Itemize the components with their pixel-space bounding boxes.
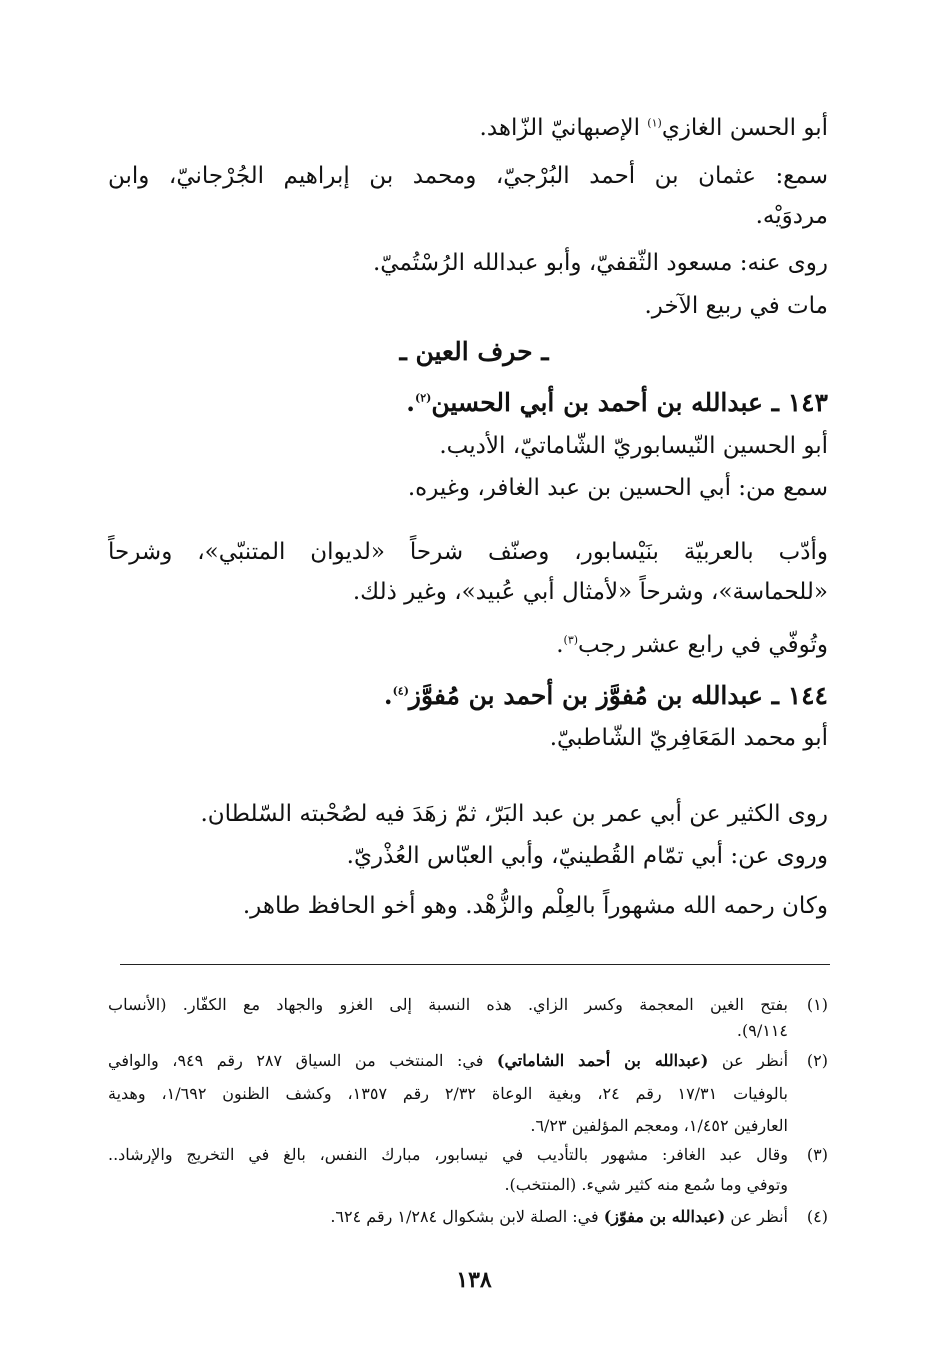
footnote-line: العارفين ١/٤٥٢، ومعجم المؤلفين ٦/٢٣. [530, 1116, 788, 1135]
footnote-line: بفتح الغين المعجمة وكسر الزاي. هذه النسبة إلى الغزو والجهاد مع الكفّار. (الأنساب [108, 995, 788, 1014]
footnote-line [108, 1048, 788, 1074]
text: وتُوفّي في رابع عشر رجب [578, 632, 828, 658]
body-line: «للحماسة»، وشرحاً «لأمثال أبي عُبيد»، وغير ذلك. [352, 579, 828, 605]
footnote-line [330, 1204, 788, 1230]
text: أنظر عن [708, 1051, 789, 1070]
cited-name: (عبدالله بن أحمد الشاماتي) [496, 1051, 709, 1070]
footnote-separator [120, 964, 830, 965]
text: في: الصلة لابن بشكوال ١/٢٨٤ رقم ٦٢٤. [330, 1207, 604, 1226]
body-line: سمع من: أبي الحسين بن عبد الغافر، وغيره. [407, 475, 828, 501]
body-line: سمع: عثمان بن أحمد البُرْجيّ، ومحمد بن إبراهيم الجُرْجانيّ، وابن [108, 163, 828, 189]
footnote-number: (٤) [806, 1207, 828, 1226]
footnote-ref[interactable]: (١) [647, 116, 662, 130]
text: . [383, 681, 393, 710]
body-line: وأدّب بالعربيّة بنَيْسابور، وصنّف شرحاً «لديوان المتنبّي»، وشرحاً [108, 539, 828, 565]
text: أبو الحسن الغازي [661, 115, 828, 141]
section-heading: ـ حرف العين ـ [399, 337, 549, 366]
body-line [556, 627, 828, 663]
cited-name: (عبدالله بن مفوّز) [603, 1207, 726, 1226]
footnote-ref[interactable]: (٢) [414, 391, 432, 405]
body-line [480, 110, 828, 146]
footnote-line: وتوفي وما سُمع منه كثير شيء. (المنتخب). [504, 1175, 788, 1194]
footnote-number: (١) [806, 995, 828, 1014]
body-line: وروى عن: أبي تمّام القُطينيّ، وأبي العبّاس العُذْريّ. [346, 843, 828, 869]
entry-heading-144 [384, 678, 828, 714]
body-line: مردوَيْه. [755, 203, 828, 229]
footnote-ref[interactable]: (٣) [563, 633, 579, 647]
body-line: أبو محمد المَعَافِريّ الشّاطبيّ. [549, 725, 828, 751]
text: . [556, 632, 564, 658]
footnote-line: ٩/١١٤). [736, 1021, 788, 1040]
footnote-number: (٢) [806, 1051, 828, 1070]
entry-heading-143 [406, 385, 828, 421]
body-line: أبو الحسين النّيسابوريّ الشّاماتيّ، الأديب. [439, 433, 828, 459]
text: . [406, 388, 415, 417]
body-line: مات في ربيع الآخر. [644, 293, 828, 319]
footnote-ref[interactable]: (٤) [392, 684, 409, 698]
footnote-line: وقال عبد الغافر: مشهور بالتأديب في نيسابور، مبارك النفس، بالغ في التخريج والإرشاد.. [108, 1145, 788, 1164]
entry-title: ١٤٤ ـ عبدالله بن مُفوَّز بن أحمد بن مُفوَّز [408, 681, 828, 710]
footnote-line: بالوفيات ١٧/٣١ رقم ٢٤، وبغية الوعاة ٢/٣٢ رقم ١٣٥٧، وكشف الظنون ١/٦٩٢، وهدية [108, 1084, 788, 1103]
page-number: ١٣٨ [456, 1267, 492, 1293]
text: الإصبهانيّ الزّاهد. [479, 115, 648, 141]
body-line: روى الكثير عن أبي عمر بن عبد البَرّ، ثمّ زهَدَ فيه لصُحْبته السّلطان. [200, 801, 828, 827]
text: في: المنتخب من السياق ٢٨٧ رقم ٩٤٩، والوافي [108, 1051, 497, 1070]
footnote-number: (٣) [806, 1145, 828, 1164]
entry-title: ١٤٣ ـ عبدالله بن أحمد بن أبي الحسين [431, 388, 828, 417]
body-line: روى عنه: مسعود الثّقفيّ، وأبو عبدالله الرُسْتُميّ. [372, 250, 828, 276]
body-line: وكان رحمه الله مشهوراً بالعِلْم والزُّهْد. وهو أخو الحافظ طاهر. [242, 893, 828, 919]
text: أنظر عن [725, 1207, 788, 1226]
